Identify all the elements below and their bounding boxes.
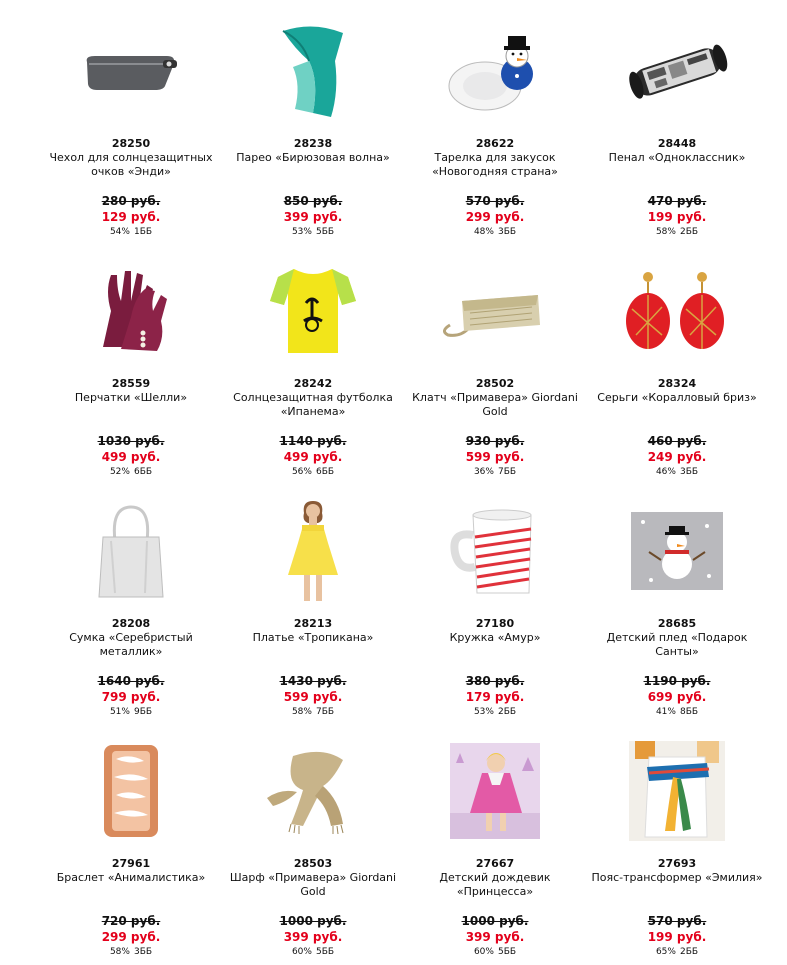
mug-icon	[404, 495, 586, 607]
discount-percent: 36%	[473, 467, 494, 477]
product-meta	[40, 946, 222, 959]
earrings-icon	[586, 255, 768, 367]
product-card[interactable]	[404, 735, 586, 959]
clutch-icon	[404, 255, 586, 367]
product-meta	[222, 946, 404, 959]
old-price: 1640 руб.	[97, 674, 165, 688]
bonus-points: 9ББ	[133, 707, 153, 717]
product-code: 28213	[293, 617, 333, 630]
discount-percent: 41%	[655, 707, 676, 717]
product-name[interactable]: Сумка «Серебристый металлик»	[69, 631, 193, 658]
old-price: 1190 руб.	[643, 674, 711, 688]
bonus-points: 1ББ	[133, 227, 153, 237]
product-card[interactable]	[40, 15, 222, 239]
old-price: 1030 руб.	[97, 434, 165, 448]
new-price: 249 руб.	[647, 450, 707, 464]
old-price: 470 руб.	[647, 194, 707, 208]
discount-percent: 60%	[473, 947, 494, 957]
product-card[interactable]	[586, 495, 768, 719]
old-price: 1000 руб.	[461, 914, 529, 928]
product-name[interactable]: Парео «Бирюзовая волна»	[236, 151, 390, 164]
product-meta	[40, 466, 222, 479]
product-code: 28238	[293, 137, 333, 150]
old-price: 570 руб.	[647, 914, 707, 928]
product-code: 28503	[293, 857, 333, 870]
new-price: 299 руб.	[465, 210, 525, 224]
scarf-pareo-icon	[222, 15, 404, 127]
product-meta	[586, 946, 768, 959]
discount-percent: 53%	[291, 227, 312, 237]
new-price: 499 руб.	[101, 450, 161, 464]
old-price: 570 руб.	[465, 194, 525, 208]
discount-percent: 52%	[109, 467, 130, 477]
product-meta	[586, 226, 768, 239]
product-meta	[404, 706, 586, 719]
product-name[interactable]: Чехол для солнцезащитных очков «Энди»	[49, 151, 213, 178]
old-price: 380 руб.	[465, 674, 525, 688]
product-meta	[586, 706, 768, 719]
product-code: 28559	[111, 377, 151, 390]
discount-percent: 58%	[655, 227, 676, 237]
product-code: 28622	[475, 137, 515, 150]
dress-icon	[222, 495, 404, 607]
raincoat-icon	[404, 735, 586, 847]
new-price: 599 руб.	[283, 690, 343, 704]
product-card[interactable]	[40, 495, 222, 719]
product-name[interactable]: Детский плед «Подарок Санты»	[606, 631, 748, 658]
product-code: 28502	[475, 377, 515, 390]
product-card[interactable]	[404, 15, 586, 239]
belt-icon	[586, 735, 768, 847]
product-meta	[404, 466, 586, 479]
new-price: 199 руб.	[647, 930, 707, 944]
old-price: 1430 руб.	[279, 674, 347, 688]
product-code: 28242	[293, 377, 333, 390]
bonus-points: 8ББ	[679, 707, 699, 717]
discount-percent: 65%	[655, 947, 676, 957]
product-name[interactable]: Детский дождевик «Принцесса»	[439, 871, 551, 898]
discount-percent: 58%	[291, 707, 312, 717]
product-code: 28448	[657, 137, 697, 150]
product-name[interactable]: Солнцезащитная футболка «Ипанема»	[233, 391, 393, 418]
product-name[interactable]: Тарелка для закусок «Новогодняя страна»	[432, 151, 558, 178]
product-meta	[404, 226, 586, 239]
new-price: 129 руб.	[101, 210, 161, 224]
product-name[interactable]: Кружка «Амур»	[449, 631, 541, 644]
bonus-points: 2ББ	[497, 707, 517, 717]
new-price: 299 руб.	[101, 930, 161, 944]
gloves-icon	[40, 255, 222, 367]
bonus-points: 5ББ	[315, 227, 335, 237]
discount-percent: 46%	[655, 467, 676, 477]
discount-percent: 58%	[109, 947, 130, 957]
discount-percent: 51%	[109, 707, 130, 717]
product-code: 27961	[111, 857, 151, 870]
discount-percent: 54%	[109, 227, 130, 237]
bonus-points: 6ББ	[133, 467, 153, 477]
product-card[interactable]	[222, 495, 404, 719]
bracelet-icon	[40, 735, 222, 847]
snowman-plate-icon	[404, 15, 586, 127]
bonus-points: 6ББ	[315, 467, 335, 477]
new-price: 499 руб.	[283, 450, 343, 464]
bonus-points: 5ББ	[315, 947, 335, 957]
discount-percent: 56%	[291, 467, 312, 477]
scarf-icon	[222, 735, 404, 847]
new-price: 399 руб.	[465, 930, 525, 944]
tshirt-icon	[222, 255, 404, 367]
product-card[interactable]	[222, 15, 404, 239]
product-code: 28250	[111, 137, 151, 150]
discount-percent: 60%	[291, 947, 312, 957]
old-price: 930 руб.	[465, 434, 525, 448]
product-name[interactable]: Браслет «Анималистика»	[56, 871, 206, 884]
product-meta	[40, 226, 222, 239]
product-code: 27667	[475, 857, 515, 870]
product-code: 27693	[657, 857, 697, 870]
product-card[interactable]	[586, 15, 768, 239]
product-card[interactable]	[222, 735, 404, 959]
new-price: 399 руб.	[283, 210, 343, 224]
bonus-points: 2ББ	[679, 227, 699, 237]
bag-icon	[40, 495, 222, 607]
old-price: 460 руб.	[647, 434, 707, 448]
new-price: 179 руб.	[465, 690, 525, 704]
bonus-points: 7ББ	[497, 467, 517, 477]
old-price: 850 руб.	[283, 194, 343, 208]
product-name[interactable]: Платье «Тропикана»	[252, 631, 374, 644]
product-card[interactable]	[404, 495, 586, 719]
product-card[interactable]	[222, 255, 404, 479]
new-price: 799 руб.	[101, 690, 161, 704]
product-card[interactable]	[40, 255, 222, 479]
product-name[interactable]: Клатч «Примавера» Giordani Gold	[412, 391, 578, 418]
product-code: 28324	[657, 377, 697, 390]
bonus-points: 3ББ	[679, 467, 699, 477]
bonus-points: 3ББ	[133, 947, 153, 957]
product-name[interactable]: Пенал «Одноклассник»	[608, 151, 746, 164]
old-price: 280 руб.	[101, 194, 161, 208]
blanket-icon	[586, 495, 768, 607]
product-name[interactable]: Пояс-трансформер «Эмилия»	[591, 871, 763, 884]
new-price: 199 руб.	[647, 210, 707, 224]
product-meta	[586, 466, 768, 479]
bonus-points: 5ББ	[497, 947, 517, 957]
pencil-case-icon	[586, 15, 768, 127]
product-card[interactable]	[40, 735, 222, 959]
product-meta	[222, 706, 404, 719]
bonus-points: 7ББ	[315, 707, 335, 717]
new-price: 699 руб.	[647, 690, 707, 704]
product-card[interactable]	[586, 255, 768, 479]
product-code: 28685	[657, 617, 697, 630]
old-price: 1000 руб.	[279, 914, 347, 928]
new-price: 599 руб.	[465, 450, 525, 464]
discount-percent: 53%	[473, 707, 494, 717]
old-price: 1140 руб.	[279, 434, 347, 448]
bonus-points: 2ББ	[679, 947, 699, 957]
glasses-case-icon	[40, 15, 222, 127]
old-price: 720 руб.	[101, 914, 161, 928]
product-meta	[40, 706, 222, 719]
product-card[interactable]	[404, 255, 586, 479]
product-meta	[222, 226, 404, 239]
product-name[interactable]: Серьги «Коралловый бриз»	[597, 391, 757, 404]
product-name[interactable]: Перчатки «Шелли»	[74, 391, 188, 404]
new-price: 399 руб.	[283, 930, 343, 944]
product-meta	[404, 946, 586, 959]
discount-percent: 48%	[473, 227, 494, 237]
bonus-points: 3ББ	[497, 227, 517, 237]
product-code: 28208	[111, 617, 151, 630]
product-card[interactable]	[586, 735, 768, 959]
product-meta	[222, 466, 404, 479]
product-name[interactable]: Шарф «Примавера» Giordani Gold	[229, 871, 397, 898]
product-code: 27180	[475, 617, 515, 630]
